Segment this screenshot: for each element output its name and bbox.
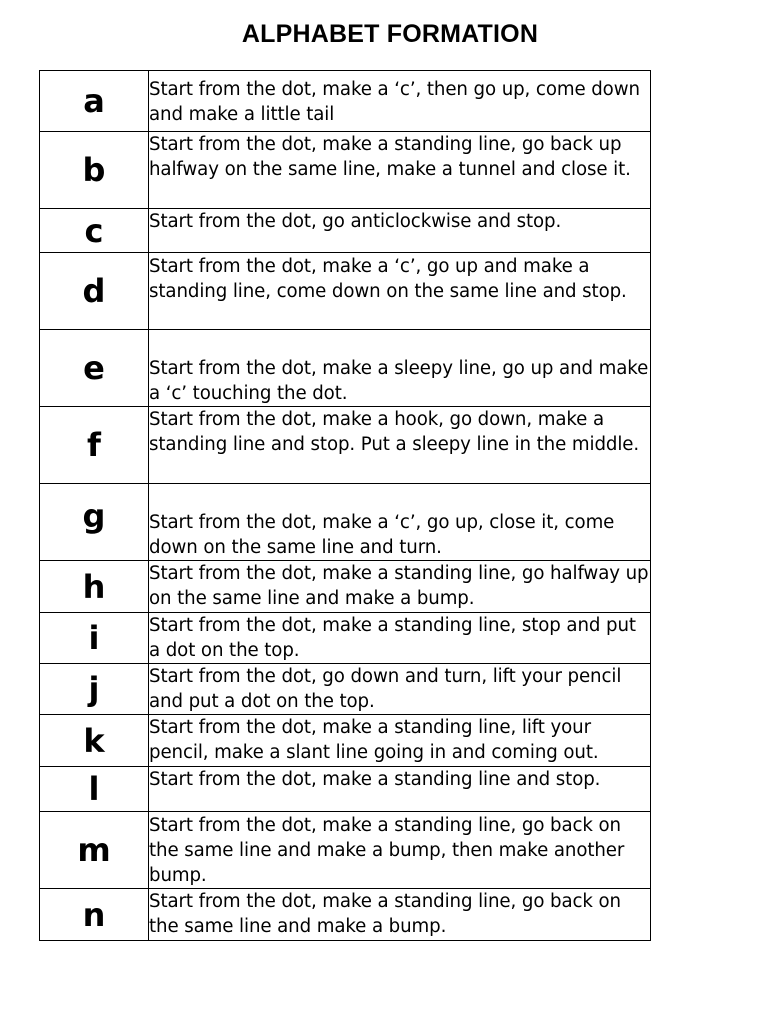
instruction-text: Start from the dot, make a standing line, go halfway up on the same line and make a bump. xyxy=(149,563,649,609)
table-row xyxy=(40,407,651,484)
instruction-text: Start from the dot, make a standing line and stop. xyxy=(149,769,601,790)
instruction-text: Start from the dot, make a hook, go down, make a standing line and stop. Put a sleepy line in the middle. xyxy=(149,409,640,455)
table-row xyxy=(40,132,651,209)
instruction-cell xyxy=(149,71,651,132)
letter-cell: m xyxy=(40,812,149,889)
table-row xyxy=(40,253,651,330)
table-row xyxy=(40,613,651,664)
letter-cell: i xyxy=(40,613,149,664)
instruction-cell xyxy=(149,664,651,715)
letter-cell: k xyxy=(40,715,149,767)
table-row xyxy=(40,71,651,132)
instruction-text: Start from the dot, make a standing line, go back on the same line and make a bump. xyxy=(149,891,621,937)
letter-cell: a xyxy=(40,71,149,132)
table-row xyxy=(40,484,651,561)
instruction-text: Start from the dot, make a standing line, go back up halfway on the same line, make a tunnel and close it. xyxy=(149,134,631,180)
table-row xyxy=(40,767,651,812)
letter-cell: b xyxy=(40,132,149,209)
instruction-text: Start from the dot, make a ‘c’, go up and make a standing line, come down on the same line and stop. xyxy=(149,256,627,302)
letter-cell: l xyxy=(40,767,149,812)
instruction-cell xyxy=(149,812,651,889)
instruction-text: Start from the dot, make a ‘c’, then go up, come down and make a little tail xyxy=(149,79,640,125)
page-title: ALPHABET FORMATION xyxy=(241,20,539,48)
letter-cell: j xyxy=(40,664,149,715)
letter-cell: g xyxy=(40,484,149,561)
instruction-cell xyxy=(149,407,651,484)
instruction-cell xyxy=(149,209,651,253)
letter-cell: h xyxy=(40,561,149,613)
alphabet-formation-table xyxy=(39,70,651,941)
instruction-cell xyxy=(149,767,651,812)
letter-cell: e xyxy=(40,330,149,407)
instruction-cell xyxy=(149,613,651,664)
table-row xyxy=(40,330,651,407)
instruction-cell xyxy=(149,330,651,407)
table-row xyxy=(40,209,651,253)
instruction-cell xyxy=(149,715,651,767)
instruction-cell xyxy=(149,253,651,330)
table-row xyxy=(40,812,651,889)
instruction-text: Start from the dot, make a standing line, go back on the same line and make a bump, then make another bump. xyxy=(149,815,625,886)
letter-cell: f xyxy=(40,407,149,484)
instruction-text: Start from the dot, make a sleepy line, go up and make a ‘c’ touching the dot. xyxy=(149,358,649,404)
table-row xyxy=(40,889,651,941)
instruction-cell xyxy=(149,484,651,561)
instruction-text: Start from the dot, make a standing line, stop and put a dot on the top. xyxy=(149,615,636,661)
table-row xyxy=(40,561,651,613)
letter-cell: c xyxy=(40,209,149,253)
letter-cell: d xyxy=(40,253,149,330)
instruction-text: Start from the dot, go anticlockwise and stop. xyxy=(149,211,562,232)
instruction-cell xyxy=(149,889,651,941)
letter-cell: n xyxy=(40,889,149,941)
instruction-text: Start from the dot, go down and turn, lift your pencil and put a dot on the top. xyxy=(149,666,622,712)
instruction-text: Start from the dot, make a standing line, lift your pencil, make a slant line going in and coming out. xyxy=(149,717,599,763)
table-row xyxy=(40,715,651,767)
instruction-cell xyxy=(149,561,651,613)
instruction-cell xyxy=(149,132,651,209)
table-row xyxy=(40,664,651,715)
instruction-text: Start from the dot, make a ‘c’, go up, close it, come down on the same line and turn. xyxy=(149,512,615,558)
